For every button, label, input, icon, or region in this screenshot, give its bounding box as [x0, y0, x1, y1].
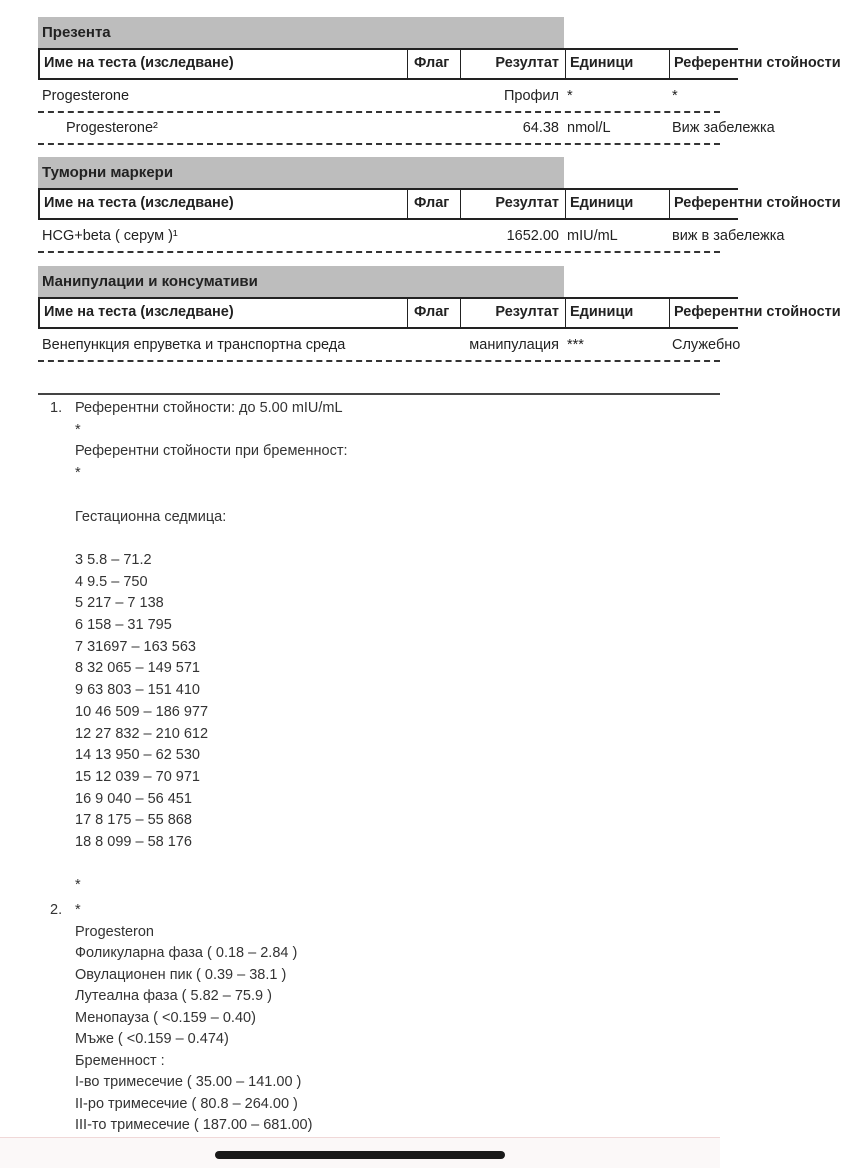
note-line: Гестационна седмица: — [75, 508, 227, 525]
row-units: mIU/mL — [567, 228, 618, 244]
section-title-presenta: Презента — [38, 17, 564, 48]
note-line: Менопауза ( <0.159 – 0.40) — [75, 1009, 256, 1026]
note-line: * — [75, 421, 81, 438]
header-flag: Флаг — [407, 299, 460, 327]
header-result: Резултат — [460, 190, 565, 218]
home-indicator[interactable] — [215, 1151, 505, 1159]
header-name: Име на теста (изследване) — [38, 190, 407, 218]
row-units: * — [567, 88, 573, 104]
row-name: Венепункция епруветка и транспортна среда — [42, 337, 346, 353]
row-ref: * — [672, 88, 678, 104]
section-title-manipulations: Манипулации и консумативи — [38, 266, 564, 297]
note-line: 12 27 832 – 210 612 — [75, 725, 209, 742]
header-units: Единици — [565, 299, 669, 327]
header-name: Име на теста (изследване) — [38, 299, 407, 327]
table-header — [38, 297, 841, 329]
row-result: 64.38 — [522, 120, 559, 136]
note-line: 7 31697 – 163 563 — [75, 638, 196, 655]
row-units: nmol/L — [567, 120, 611, 136]
note-line: Мъже ( <0.159 – 0.474) — [75, 1031, 229, 1047]
note-line: II-ро тримесечие ( 80.8 – 264.00 ) — [75, 1095, 298, 1112]
note-line: 17 8 175 – 55 868 — [75, 812, 192, 829]
note-line: Референтни стойности при бременност: — [75, 443, 348, 460]
row-units: *** — [567, 337, 584, 353]
row-name: Progesterone² — [66, 120, 158, 136]
table-header — [38, 48, 841, 80]
note-line: * — [75, 902, 81, 918]
table-header — [38, 188, 841, 220]
row-ref: Служебно — [672, 337, 741, 353]
note-line: 5 217 – 7 138 — [75, 595, 164, 612]
note-line: 18 8 099 – 58 176 — [75, 834, 192, 850]
note-line: Овулационен пик ( 0.39 – 38.1 ) — [75, 966, 287, 983]
header-flag: Флаг — [407, 50, 460, 78]
header-result: Резултат — [460, 50, 565, 78]
note-line: Референтни стойности: до 5.00 mIU/mL — [75, 400, 343, 416]
note-number: 1. — [50, 400, 63, 416]
note-line: Лутеална фаза ( 5.82 – 75.9 ) — [75, 988, 272, 1004]
header-ref: Референтни стойности — [669, 50, 749, 78]
row-name: HCG+beta ( серум )¹ — [42, 228, 178, 244]
note-line: 6 158 – 31 795 — [75, 617, 172, 633]
note-line: 16 9 040 – 56 451 — [75, 790, 192, 807]
table-row — [38, 221, 785, 253]
header-ref: Референтни стойности — [669, 190, 749, 218]
header-units: Единици — [565, 190, 669, 218]
table-row — [38, 113, 775, 145]
header-result: Резултат — [460, 299, 565, 327]
navigation-bar — [0, 1137, 720, 1168]
section-title-tumor-markers: Туморни маркери — [38, 157, 564, 188]
note-line: 8 32 065 – 149 571 — [75, 660, 200, 677]
note-number: 2. — [50, 902, 63, 918]
row-ref: виж в забележка — [672, 228, 785, 244]
row-result: манипулация — [469, 337, 559, 353]
row-result: Профил — [503, 88, 559, 104]
header-units: Единици — [565, 50, 669, 78]
row-name: Progesterone — [42, 88, 130, 104]
header-flag: Флаг — [407, 190, 460, 218]
note-line: 10 46 509 – 186 977 — [75, 703, 209, 720]
note-line: * — [75, 877, 81, 894]
table-row — [38, 330, 741, 362]
note-line: 3 5.8 – 71.2 — [75, 551, 152, 568]
note-line: 4 9.5 – 750 — [75, 573, 148, 590]
note-line: Progesteron — [75, 923, 154, 940]
header-ref: Референтни стойности — [669, 299, 749, 327]
table-row — [38, 81, 720, 113]
row-ref: Виж забележка — [672, 120, 775, 136]
note-line: 9 63 803 – 151 410 — [75, 682, 200, 699]
header-name: Име на теста (изследване) — [38, 50, 407, 78]
note-line: III-то тримесечие ( 187.00 – 681.00) — [75, 1117, 313, 1133]
note-line: Бременност : — [75, 1052, 165, 1069]
note-line: Фоликуларна фаза ( 0.18 – 2.84 ) — [75, 945, 298, 961]
note-line: 15 12 039 – 70 971 — [75, 768, 200, 785]
note-line: 14 13 950 – 62 530 — [75, 747, 200, 764]
note-line: * — [75, 465, 81, 482]
row-result: 1652.00 — [506, 228, 559, 244]
note-line: I-во тримесечие ( 35.00 – 141.00 ) — [75, 1074, 302, 1090]
notes-separator — [38, 393, 720, 395]
